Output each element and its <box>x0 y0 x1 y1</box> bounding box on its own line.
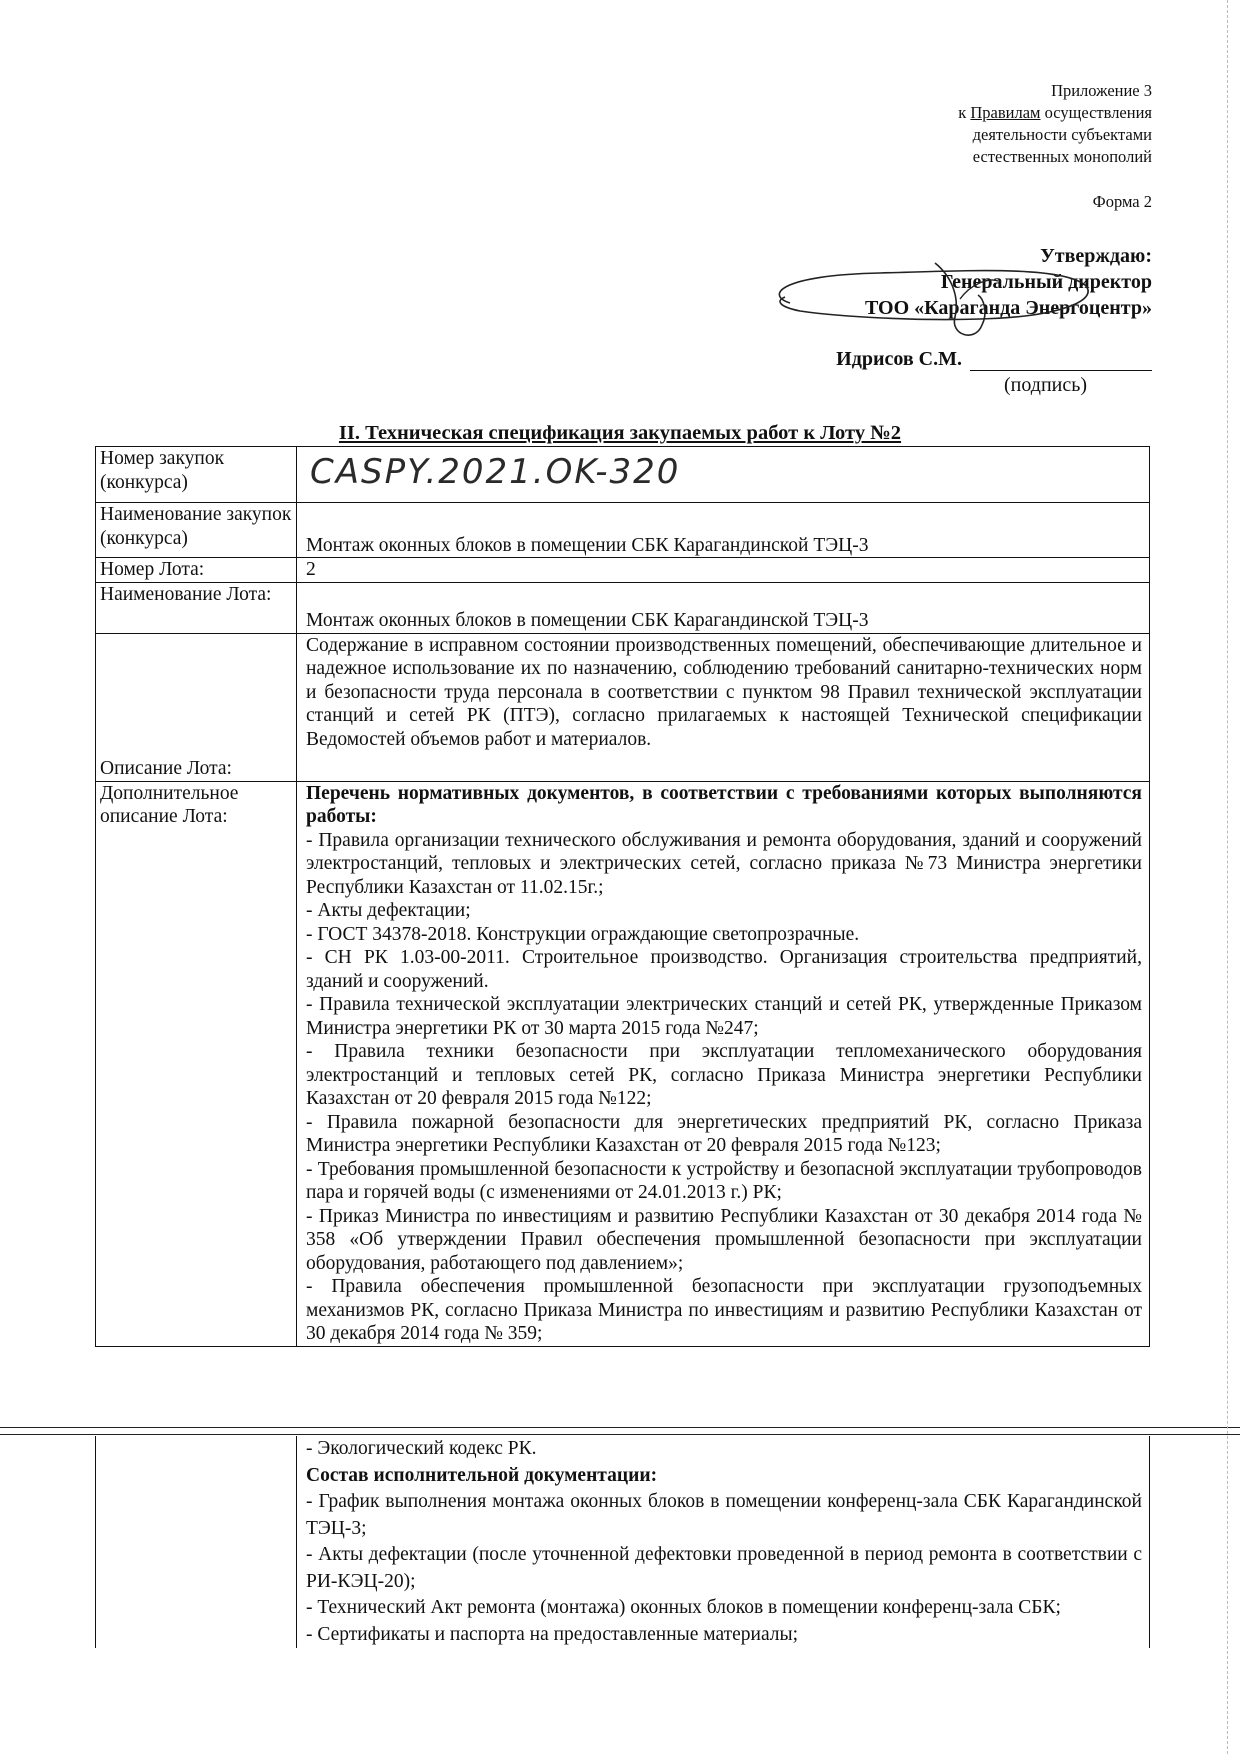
appendix-line-2 <box>958 102 1152 124</box>
approval-line-2: Генеральный директор <box>940 271 1152 293</box>
extra-description-label: Дополнительное описание Лота: <box>96 781 297 1346</box>
spec-table <box>95 446 1150 1347</box>
lot-number-label: Номер Лота: <box>96 558 297 583</box>
appendix-suffix: осуществления <box>1040 103 1152 122</box>
list-item: - Акты дефектации; <box>306 900 471 921</box>
purchase-number-handwritten: CASPY.2021.OK-320 <box>310 452 681 492</box>
lot-name-label: Наименование Лота: <box>96 582 297 633</box>
spec-table-continued <box>95 1436 1150 1648</box>
purchase-number-value <box>297 447 1150 503</box>
appendix-line-1: Приложение 3 <box>1051 81 1152 100</box>
appendix-reference <box>958 80 1152 168</box>
page-split-line <box>0 1434 1240 1435</box>
scan-edge <box>1226 0 1228 1754</box>
table-row <box>96 781 1150 1346</box>
exec-docs-heading: Состав исполнительной документации: <box>306 1464 658 1486</box>
table-row <box>96 1436 1150 1648</box>
page-split-line <box>0 1427 1240 1428</box>
list-item: - Сертификаты и паспорта на предоставленные материалы; <box>306 1623 799 1645</box>
extra-description-value <box>297 781 1150 1346</box>
lot-description-value: Содержание в исправном состоянии производственных помещений, обеспечивающие длительное и надежное использование их по назначению, соблюдению требований санитарно-технических норм и безопасности труда персонала в соответствии с пунктом 98 Правил технической эксплуатации станций и сетей РК (ПТЭ), согласно прилагаемых к настоящей Технической спецификации Ведомостей объемов работ и материалов. <box>297 633 1150 781</box>
table-row <box>96 633 1150 781</box>
appendix-line-4: естественных монополий <box>972 147 1152 166</box>
appendix-prefix: к <box>958 103 971 122</box>
list-item: - Правила обеспечения промышленной безопасности при эксплуатации грузоподъемных механизмов РК, согласно Приказа Министра по инвестициям и развитию Республики Казахстан от 30 декабря 2014 года № 359; <box>306 1276 1142 1344</box>
table-row <box>96 447 1150 503</box>
list-item: - Правила технической эксплуатации электрических станций и сетей РК, утвержденные Приказом Министра энергетики РК от 30 марта 2015 года №247; <box>306 994 1142 1039</box>
norm-docs-heading: Перечень нормативных документов, в соответствии с требованиями которых выполняются работы: <box>306 782 1142 827</box>
list-item: - Акты дефектации (после уточненной дефектовки проведенной в период ремонта в соответствии с РИ-КЭЦ-20); <box>306 1544 1142 1592</box>
approval-line-1: Утверждаю: <box>1040 245 1152 267</box>
list-item: - Правила техники безопасности при эксплуатации тепломеханического оборудования электростанций и тепловых сетей РК, согласно Приказа Министра энергетики Республики Казахстан от 20 февраля 2015 года №122; <box>306 1041 1142 1109</box>
signature-blank <box>970 348 1152 371</box>
list-item: - Приказ Министра по инвестициям и развитию Республики Казахстан от 30 декабря 2014 года № 358 «Об утверждении Правил обеспечения промышленной безопасности при эксплуатации оборудования, работающего под давлением»; <box>306 1205 1142 1274</box>
list-item: - СН РК 1.03-00-2011. Строительное производство. Организация строительства предприятий, зданий и сооружений. <box>306 947 1142 992</box>
rules-link[interactable]: Правилам <box>970 103 1041 122</box>
list-item: - Правила организации технического обслуживания и ремонта оборудования, зданий и сооружений электростанций, тепловых и электрических сетей, согласно приказа №73 Министра энергетики Республики Казахстан от 11.02.15г.; <box>306 829 1142 898</box>
list-item: - Экологический кодекс РК. <box>306 1438 537 1459</box>
form-number: Форма 2 <box>1092 192 1152 211</box>
appendix-line-3: деятельности субъектами <box>972 125 1152 144</box>
list-item: - Технический Акт ремонта (монтажа) оконных блоков в помещении конференц-зала СБК; <box>306 1597 1061 1618</box>
purchase-name-value: Монтаж оконных блоков в помещении СБК Карагандинской ТЭЦ-3 <box>297 503 1150 558</box>
list-item: - ГОСТ 34378-2018. Конструкции ограждающие светопрозрачные. <box>306 923 860 945</box>
table-row <box>96 558 1150 583</box>
list-item: - Правила пожарной безопасности для энергетических предприятий РК, согласно Приказа Министра энергетики Республики Казахстан от 20 февраля 2015 года №123; <box>306 1111 1142 1156</box>
continued-label-cell <box>96 1436 297 1648</box>
lot-number-value: 2 <box>297 558 1150 583</box>
signature-caption: (подпись) <box>1004 374 1088 396</box>
purchase-name-label: Наименование закупок (конкурса) <box>96 503 297 558</box>
table-row <box>96 503 1150 558</box>
signatory-name: Идрисов С.М. <box>836 348 962 370</box>
list-item: - График выполнения монтажа оконных блоков в помещении конференц-зала СБК Карагандинской ТЭЦ-3; <box>306 1491 1142 1539</box>
lot-description-label: Описание Лота: <box>96 633 297 781</box>
signatory-line <box>836 348 1152 371</box>
spec-title: II. Техническая спецификация закупаемых работ к Лоту №2 <box>338 422 902 444</box>
table-row <box>96 582 1150 633</box>
approval-line-3: ТОО «Караганда Энергоцентр» <box>864 297 1152 319</box>
purchase-number-label: Номер закупок (конкурса) <box>96 447 297 503</box>
list-item: - Требования промышленной безопасности к устройству и безопасной эксплуатации трубопроводов пара и горячей воды (с изменениями от 24.01.2013 г.) РК; <box>306 1158 1142 1203</box>
lot-name-value: Монтаж оконных блоков в помещении СБК Карагандинской ТЭЦ-3 <box>297 582 1150 633</box>
continued-value-cell <box>297 1436 1150 1648</box>
